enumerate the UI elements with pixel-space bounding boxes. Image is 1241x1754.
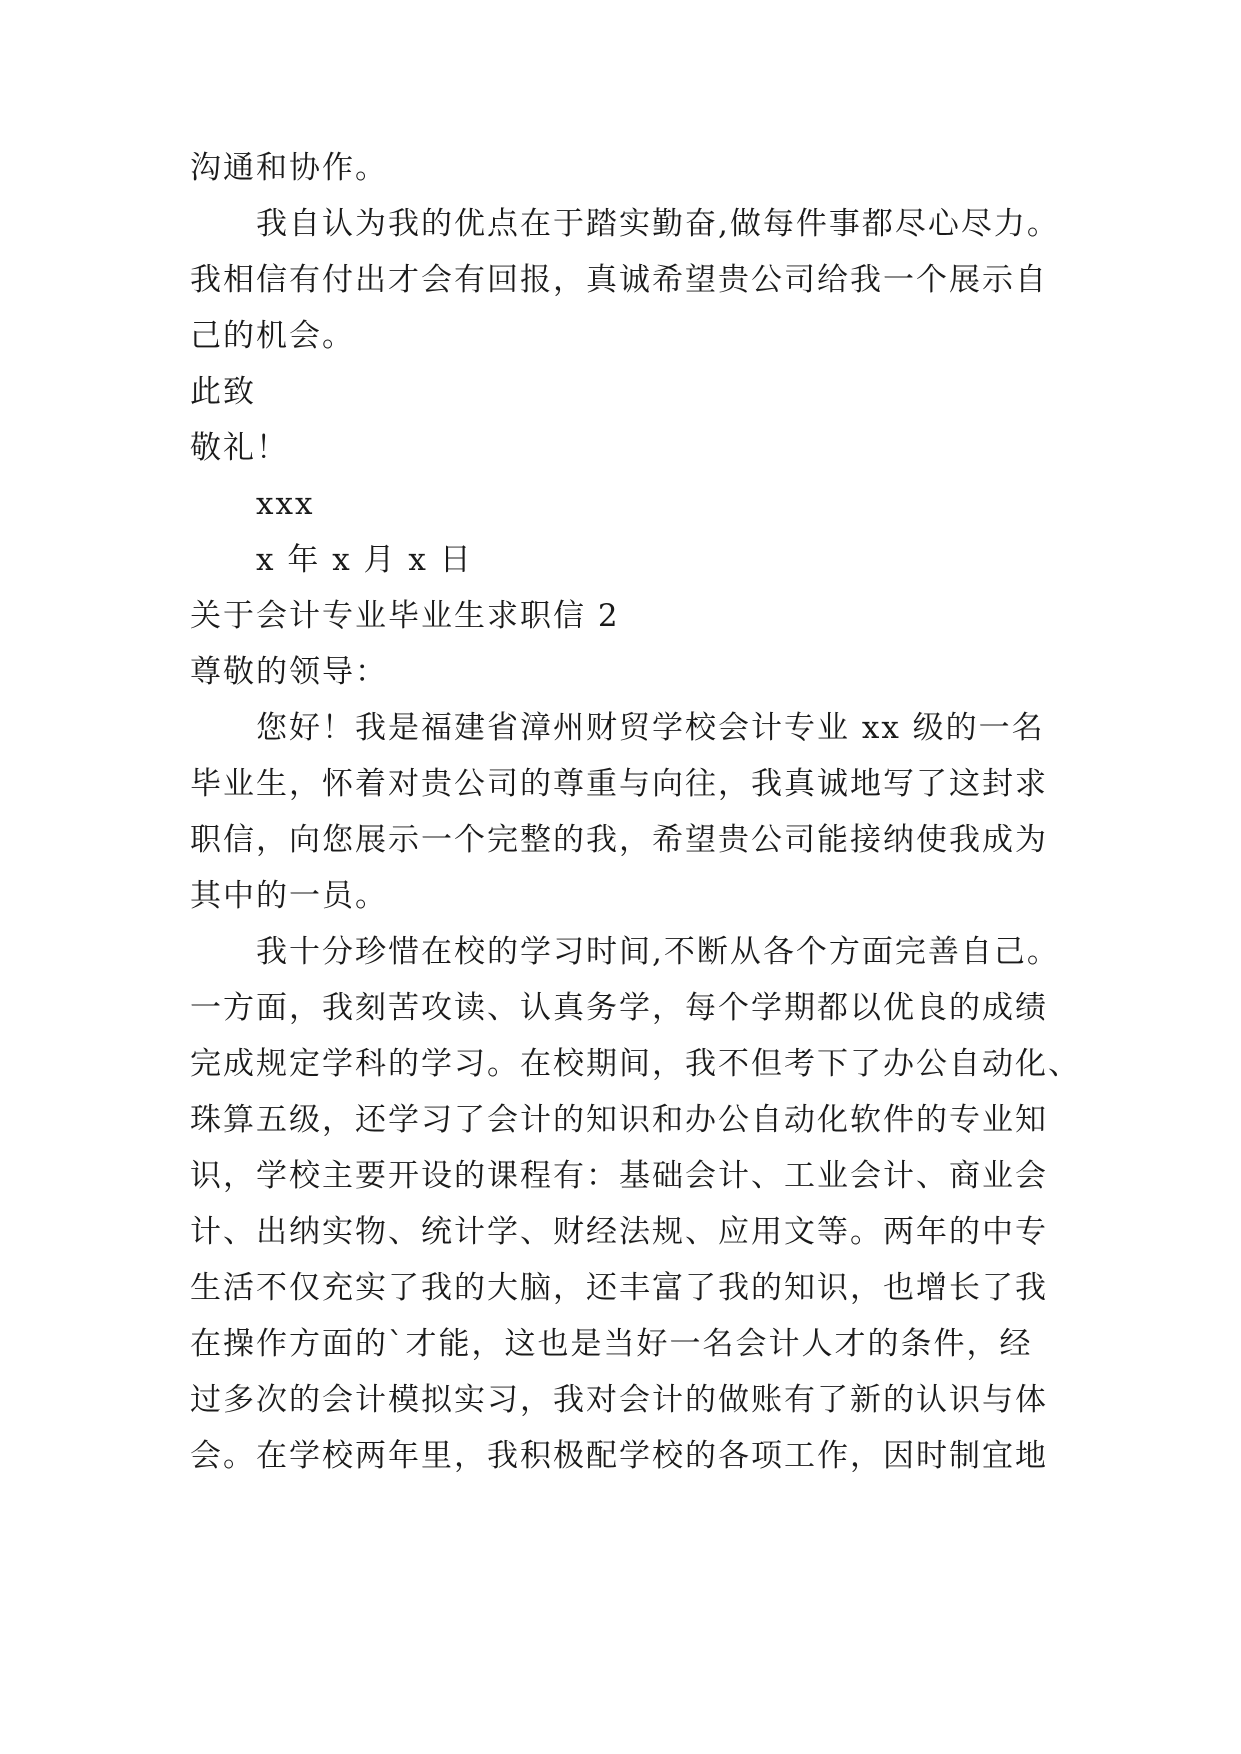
salutation-close: 敬礼！ — [190, 430, 289, 466]
paragraph-line: 您好！我是福建省漳州财贸学校会计专业 xx 级的一名 — [256, 710, 1045, 746]
signature-name: xxx — [256, 486, 315, 522]
section-title: 关于会计专业毕业生求职信 2 — [190, 598, 620, 634]
text-line: 己的机会。 — [190, 318, 355, 354]
signature-date: x 年 x 月 x 日 — [256, 542, 473, 578]
text-line: 完成规定学科的学习。在校期间，我不但考下了办公自动化、 — [190, 1046, 1081, 1082]
text-line: 我相信有付出才会有回报，真诚希望贵公司给我一个展示自 — [190, 262, 1048, 298]
paragraph-line: 我自认为我的优点在于踏实勤奋,做每件事都尽心尽力。 — [256, 206, 1060, 242]
text-line: 生活不仅充实了我的大脑，还丰富了我的知识，也增长了我 — [190, 1270, 1048, 1306]
text-line: 一方面，我刻苦攻读、认真务学，每个学期都以优良的成绩 — [190, 990, 1048, 1026]
text-line: 职信，向您展示一个完整的我，希望贵公司能接纳使我成为 — [190, 822, 1048, 858]
text-line: 沟通和协作。 — [190, 150, 388, 186]
text-line: 在操作方面的`才能，这也是当好一名会计人才的条件，经 — [190, 1326, 1033, 1362]
text-line: 计、出纳实物、统计学、财经法规、应用文等。两年的中专 — [190, 1214, 1048, 1250]
greeting: 尊敬的领导： — [190, 654, 388, 690]
text-line: 其中的一员。 — [190, 878, 388, 914]
text-line: 过多次的会计模拟实习，我对会计的做账有了新的认识与体 — [190, 1382, 1048, 1418]
text-line: 会。在学校两年里，我积极配学校的各项工作，因时制宜地 — [190, 1438, 1048, 1474]
text-line: 珠算五级，还学习了会计的知识和办公自动化软件的专业知 — [190, 1102, 1048, 1138]
text-line: 毕业生，怀着对贵公司的尊重与向往，我真诚地写了这封求 — [190, 766, 1048, 802]
text-line: 识，学校主要开设的课程有：基础会计、工业会计、商业会 — [190, 1158, 1048, 1194]
paragraph-line: 我十分珍惜在校的学习时间,不断从各个方面完善自己。 — [256, 934, 1060, 970]
closing-phrase: 此致 — [190, 374, 256, 410]
